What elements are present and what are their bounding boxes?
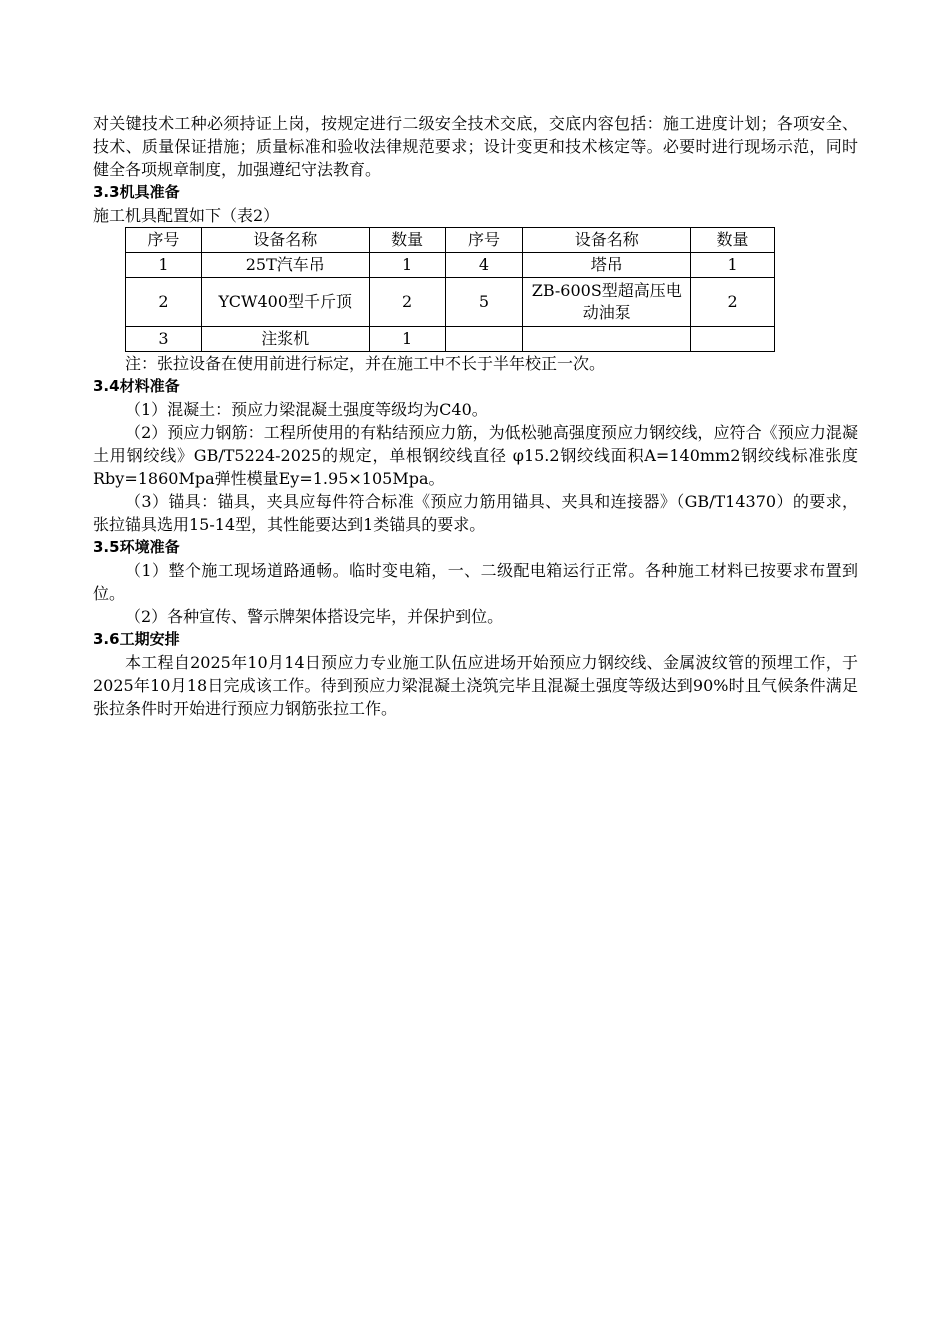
table-cell: YCW400型千斤顶 — [201, 278, 369, 327]
table-row — [126, 253, 775, 278]
table-cell: 25T汽车吊 — [201, 253, 369, 278]
table-caption: 施工机具配置如下（表2） — [93, 206, 280, 225]
header-cell: 数量 — [369, 228, 445, 253]
table-cell: ZB-600S型超高压电动油泵 — [523, 278, 691, 327]
header-cell: 设备名称 — [523, 228, 691, 253]
table-cell: 1 — [369, 327, 445, 352]
table-cell: 1 — [691, 253, 775, 278]
paragraph: （3）锚具：锚具，夹具应每件符合标准《预应力筋用锚具、夹具和连接器》（GB/T14370）的要求，张拉锚具选用15-14型，其性能要达到1类锚具的要求。 — [93, 492, 858, 534]
header-cell: 设备名称 — [201, 228, 369, 253]
table-cell: 1 — [369, 253, 445, 278]
paragraph: （1）混凝土：预应力梁混凝土强度等级均为C40。 — [125, 400, 488, 419]
table-cell: 3 — [126, 327, 202, 352]
table-cell: 2 — [369, 278, 445, 327]
table-row — [126, 278, 775, 327]
header-cell: 序号 — [126, 228, 202, 253]
paragraph: 本工程自2025年10月14日预应力专业施工队伍应进场开始预应力钢绞线、金属波纹管的预埋工作，于2025年10月18日完成该工作。待到预应力梁混凝土浇筑完毕且混凝土强度等级达到90%时且气候条件满足张拉条件时开始进行预应力钢筋张拉工作。 — [93, 653, 858, 718]
table-cell — [523, 327, 691, 352]
table-cell: 注浆机 — [201, 327, 369, 352]
document-page — [93, 112, 858, 720]
section-heading-3-4: 3.4材料准备 — [93, 377, 180, 395]
table-cell: 2 — [691, 278, 775, 327]
section-heading-3-3: 3.3机具准备 — [93, 183, 180, 201]
table-cell — [691, 327, 775, 352]
paragraph: （2）各种宣传、警示牌架体搭设完毕，并保护到位。 — [125, 607, 504, 626]
intro-paragraph: 对关键技术工种必须持证上岗，按规定进行二级安全技术交底，交底内容包括：施工进度计划；各项安全、技术、质量保证措施；质量标准和验收法律规范要求；设计变更和技术核定等。必要时进行现场示范，同时健全各项规章制度，加强遵纪守法教育。 — [93, 114, 858, 179]
table-cell: 4 — [445, 253, 523, 278]
paragraph: （2）预应力钢筋：工程所使用的有粘结预应力筋，为低松驰高强度预应力钢绞线，应符合《预应力混凝土用钢绞线》GB/T5224-2025的规定，单根钢绞线直径 φ15.2钢绞线面积A=140mm2钢绞线标准张度Rby=1860Mpa弹性模量Ey=1.95×105Mpa。 — [93, 423, 858, 488]
table-header-row — [126, 228, 775, 253]
table-note: 注：张拉设备在使用前进行标定，并在施工中不长于半年校正一次。 — [125, 354, 606, 373]
table-cell: 塔吊 — [523, 253, 691, 278]
table-cell: 5 — [445, 278, 523, 327]
table-row — [126, 327, 775, 352]
table-cell: 1 — [126, 253, 202, 278]
paragraph: （1）整个施工现场道路通畅。临时变电箱，一、二级配电箱运行正常。各种施工材料已按要求布置到位。 — [93, 561, 858, 603]
header-cell: 序号 — [445, 228, 523, 253]
table-cell: 2 — [126, 278, 202, 327]
header-cell: 数量 — [691, 228, 775, 253]
equipment-table — [125, 227, 775, 352]
table-cell — [445, 327, 523, 352]
section-heading-3-6: 3.6工期安排 — [93, 630, 180, 648]
section-heading-3-5: 3.5环境准备 — [93, 538, 180, 556]
